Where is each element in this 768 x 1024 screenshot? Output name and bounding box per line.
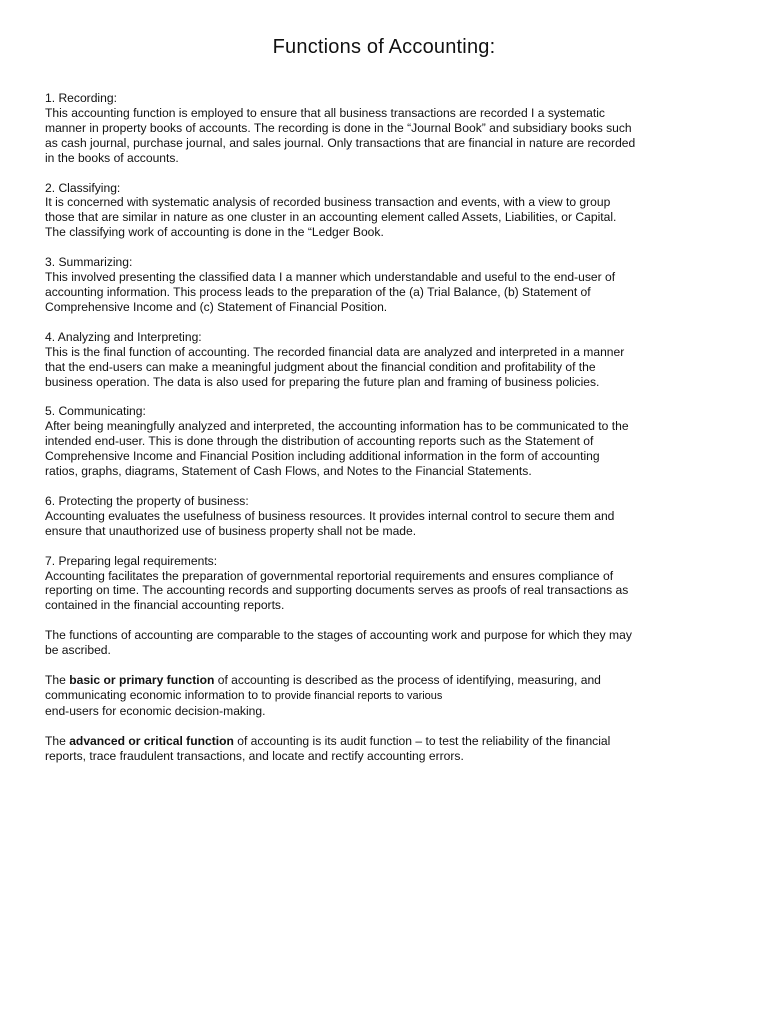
paragraph-line: This accounting function is employed to ensure that all business transactions are recorded I a systematic [45, 105, 605, 120]
section-heading: 6. Protecting the property of business: [45, 493, 249, 508]
paragraph-line: business operation. The data is also used for preparing the future plan and framing of business policies. [45, 374, 600, 389]
text-segment: communicating economic information to to [45, 688, 275, 702]
paragraph-line: those that are similar in nature as one cluster in an accounting element called Assets, Liabilities, or Capital. [45, 210, 617, 225]
paragraph-line: contained in the financial accounting reports. [45, 598, 285, 613]
text-prefix: The [45, 673, 70, 688]
paragraph-line: After being meaningfully analyzed and interpreted, the accounting information has to be communicated to the [45, 419, 629, 434]
paragraph-line: The classifying work of accounting is done in the “Ledger Book. [45, 225, 384, 240]
section-heading: 2. Classifying: [45, 180, 121, 195]
text-segment-small: provide financial reports to various [274, 690, 443, 702]
section-heading: 7. Preparing legal requirements: [45, 553, 218, 568]
paragraph-line: reporting on time. The accounting records and supporting documents serves as proofs of real transactions as [45, 583, 629, 598]
paragraph-line: This involved presenting the classified data I a manner which understandable and useful to the end-user of [45, 270, 616, 285]
bold-term: advanced or critical function [69, 733, 234, 748]
text-prefix: The [45, 733, 70, 748]
paragraph-line: intended end-user. This is done through the distribution of accounting reports such as the Statement of [45, 434, 594, 449]
bold-term: basic or primary function [69, 673, 215, 688]
paragraph-line [45, 673, 731, 688]
section-heading: 1. Recording: [45, 91, 117, 105]
section-heading: 5. Communicating: [45, 404, 146, 419]
text-rest: of accounting is described as the process of identifying, measuring, and [214, 673, 601, 688]
paragraph-basic-function [45, 673, 731, 719]
paragraph-line: accounting information. This process leads to the preparation of the (a) Trial Balance, (b) Statement of [45, 284, 591, 299]
section-heading: 4. Analyzing and Interpreting: [45, 329, 202, 344]
paragraph-line: This is the final function of accounting. The recorded financial data are analyzed and interpreted in a manner [45, 344, 625, 359]
paragraph-line [45, 688, 731, 704]
paragraph-line: manner in property books of accounts. The recording is done in the “Journal Book” and subsidiary books such [45, 120, 632, 135]
section-heading: 3. Summarizing: [45, 255, 133, 270]
paragraph-line: reports, trace fraudulent transactions, and locate and rectify accounting errors. [45, 748, 464, 763]
section-recording [45, 91, 731, 166]
text-rest: of accounting is its audit function – to test the reliability of the financial [233, 733, 611, 748]
paragraph-line: The functions of accounting are comparable to the stages of accounting work and purpose for which they may [45, 628, 632, 643]
section-communicating [45, 404, 731, 479]
section-protecting [45, 494, 731, 539]
paragraph-line: end-users for economic decision-making. [45, 703, 266, 718]
paragraph-line: Comprehensive Income and Financial Position including additional information in the form of accounting [45, 449, 600, 464]
section-analyzing [45, 330, 731, 390]
paragraph-line: Accounting facilitates the preparation of governmental reportorial requirements and ensures compliance of [45, 568, 614, 583]
section-legal [45, 554, 731, 614]
document-body [45, 91, 731, 779]
paragraph-comparable [45, 628, 731, 658]
section-classifying [45, 181, 731, 241]
paragraph-line: ensure that unauthorized use of business property shall not be made. [45, 523, 417, 538]
paragraph-line [45, 734, 731, 749]
page-title: Functions of Accounting: [272, 36, 496, 58]
paragraph-line: as cash journal, purchase journal, and sales journal. Only transactions that are financial in nature are recorded [45, 135, 636, 150]
paragraph-line: that the end-users can make a meaningful judgment about the financial condition and profitability of the [45, 359, 596, 374]
paragraph-line: be ascribed. [45, 643, 111, 658]
paragraph-line: It is concerned with systematic analysis of recorded business transaction and events, with a view to group [45, 195, 611, 210]
paragraph-line: Accounting evaluates the usefulness of business resources. It provides internal control to secure them and [45, 508, 615, 523]
paragraph-line: in the books of accounts. [45, 150, 179, 165]
section-summarizing [45, 255, 731, 315]
paragraph-advanced-function [45, 734, 731, 764]
paragraph-line: Comprehensive Income and (c) Statement of Financial Position. [45, 299, 388, 314]
paragraph-line: ratios, graphs, diagrams, Statement of Cash Flows, and Notes to the Financial Statements. [45, 464, 532, 479]
